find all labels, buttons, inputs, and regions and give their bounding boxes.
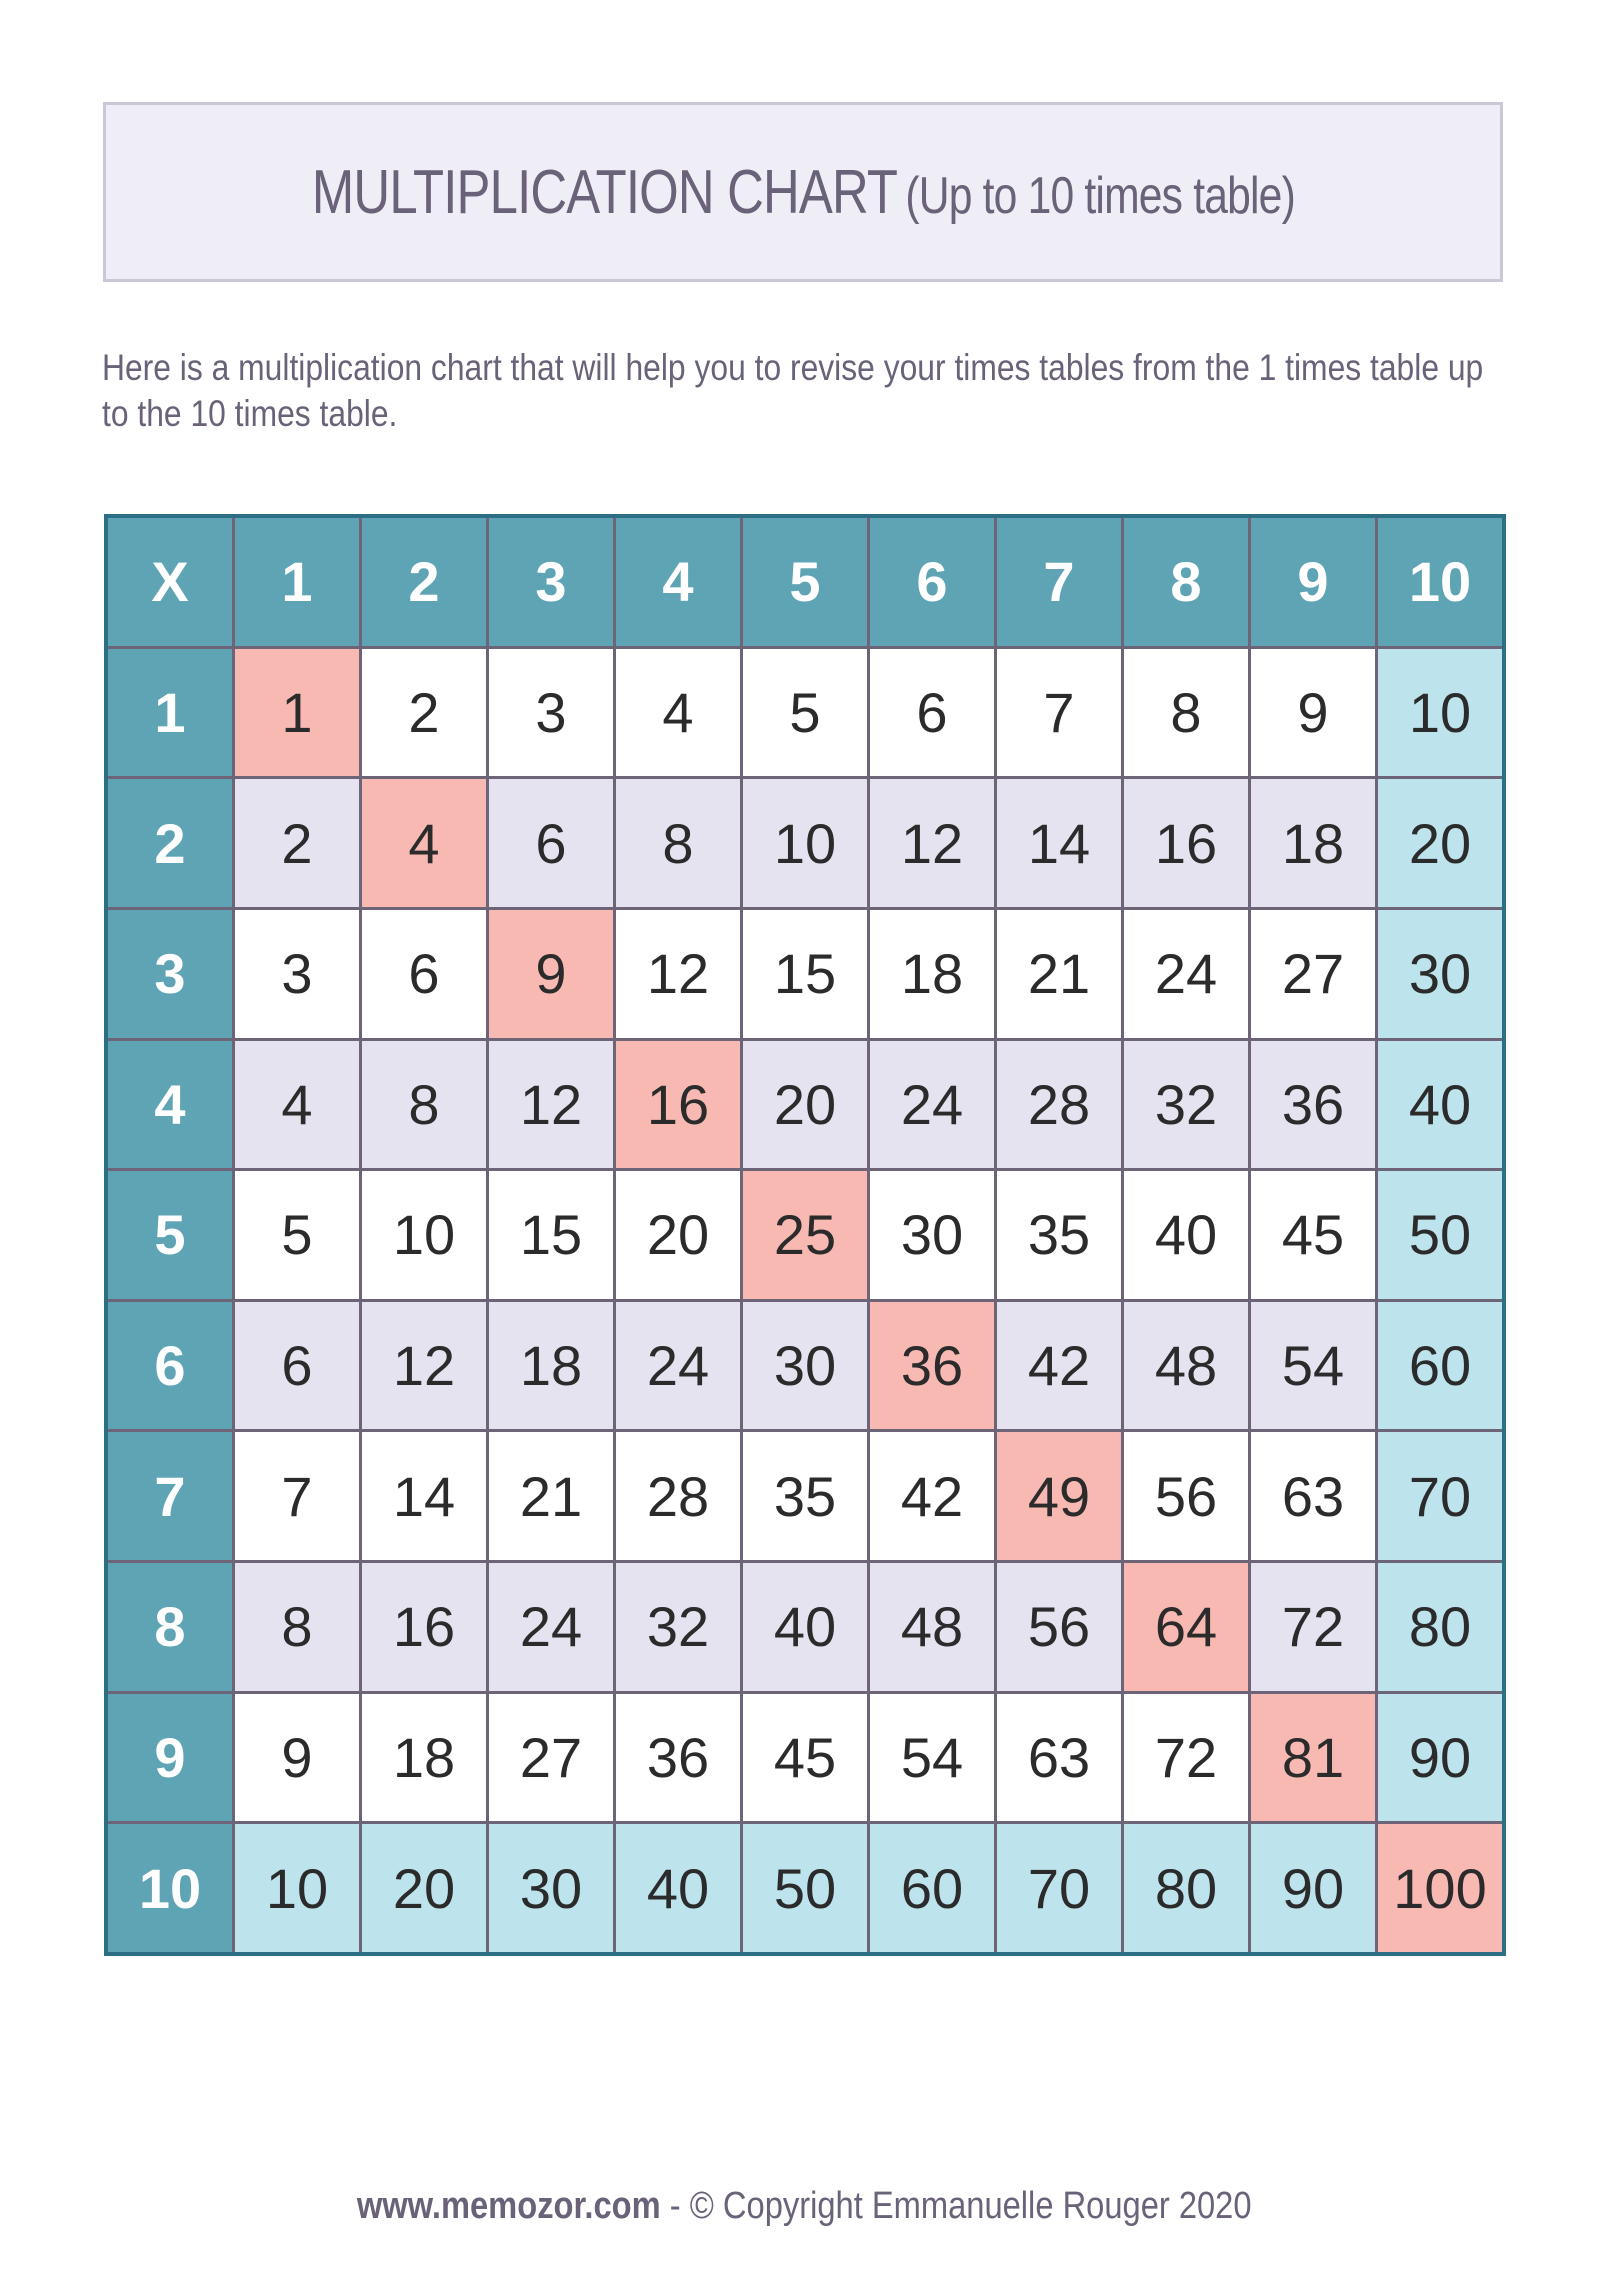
column-header: 4 [616,518,740,646]
table-cell: 80 [1378,1563,1502,1691]
intro-text: Here is a multiplication chart that will help you to revise your times tables from the 1 times table up to the 10 times table. [102,347,1484,434]
table-cell: 10 [1378,649,1502,777]
table-cell: 15 [743,910,867,1038]
table-cell: 28 [616,1432,740,1560]
table-cell: 16 [1124,779,1248,907]
row-header: 3 [108,910,232,1038]
table-cell: 49 [997,1432,1121,1560]
table-cell: 7 [235,1432,359,1560]
table-cell: 28 [997,1041,1121,1169]
table-cell: 21 [489,1432,613,1560]
row-header: 2 [108,779,232,907]
table-cell: 8 [235,1563,359,1691]
table-cell: 20 [616,1171,740,1299]
table-cell: 56 [1124,1432,1248,1560]
table-cell: 36 [870,1302,994,1430]
table-cell: 48 [870,1563,994,1691]
table-cell: 8 [1124,649,1248,777]
table-cell: 10 [743,779,867,907]
table-cell: 50 [743,1824,867,1952]
table-cell: 9 [235,1694,359,1822]
footer-copyright: © Copyright Emmanuelle Rouger 2020 [689,2185,1252,2227]
column-header: 1 [235,518,359,646]
table-cell: 27 [489,1694,613,1822]
table-cell: 12 [616,910,740,1038]
table-cell: 24 [870,1041,994,1169]
table-cell: 72 [1251,1563,1375,1691]
column-header: 10 [1378,518,1502,646]
title-subtitle: (Up to 10 times table) [904,166,1295,225]
table-cell: 4 [235,1041,359,1169]
table-cell: 4 [362,779,486,907]
column-header: 3 [489,518,613,646]
table-cell: 100 [1378,1824,1502,1952]
table-cell: 30 [870,1171,994,1299]
table-cell: 8 [616,779,740,907]
row-header: 7 [108,1432,232,1560]
table-cell: 40 [1378,1041,1502,1169]
table-cell: 48 [1124,1302,1248,1430]
table-cell: 7 [997,649,1121,777]
table-cell: 18 [870,910,994,1038]
footer [0,2185,1608,2228]
table-cell: 20 [362,1824,486,1952]
table-cell: 16 [362,1563,486,1691]
table-cell: 40 [616,1824,740,1952]
table-cell: 54 [870,1694,994,1822]
column-header: 2 [362,518,486,646]
table-cell: 14 [362,1432,486,1560]
page-title [311,157,1294,228]
table-cell: 32 [616,1563,740,1691]
table-cell: 4 [616,649,740,777]
table-cell: 12 [362,1302,486,1430]
table-cell: 15 [489,1171,613,1299]
table-cell: 80 [1124,1824,1248,1952]
table-cell: 10 [362,1171,486,1299]
column-header: 7 [997,518,1121,646]
title-box [103,102,1503,282]
multiplication-table [104,514,1506,1956]
table-cell: 36 [616,1694,740,1822]
table-cell: 45 [743,1694,867,1822]
table-cell: 35 [997,1171,1121,1299]
table-cell: 63 [997,1694,1121,1822]
table-cell: 40 [743,1563,867,1691]
table-cell: 64 [1124,1563,1248,1691]
table-cell: 8 [362,1041,486,1169]
table-cell: 3 [489,649,613,777]
column-header: 6 [870,518,994,646]
table-cell: 36 [1251,1041,1375,1169]
table-cell: 6 [362,910,486,1038]
row-header: 4 [108,1041,232,1169]
table-cell: 24 [489,1563,613,1691]
row-header: 6 [108,1302,232,1430]
table-cell: 10 [235,1824,359,1952]
table-cell: 5 [743,649,867,777]
row-header: 5 [108,1171,232,1299]
row-header: 1 [108,649,232,777]
title-text: MULTIPLICATION CHART [311,157,897,227]
table-cell: 6 [489,779,613,907]
table-cell: 25 [743,1171,867,1299]
row-header: 8 [108,1563,232,1691]
table-cell: 2 [362,649,486,777]
table-cell: 72 [1124,1694,1248,1822]
footer-separator: - [660,2185,690,2227]
table-cell: 56 [997,1563,1121,1691]
table-cell: 9 [489,910,613,1038]
column-header: 5 [743,518,867,646]
table-cell: 24 [1124,910,1248,1038]
table-cell: 2 [235,779,359,907]
table-cell: 70 [997,1824,1121,1952]
table-cell: 60 [1378,1302,1502,1430]
table-cell: 21 [997,910,1121,1038]
table-cell: 30 [1378,910,1502,1038]
table-cell: 60 [870,1824,994,1952]
table-cell: 42 [997,1302,1121,1430]
table-cell: 14 [997,779,1121,907]
table-cell: 6 [870,649,994,777]
footer-site-link[interactable]: www.memozor.com [356,2185,661,2227]
table-cell: 24 [616,1302,740,1430]
table-cell: 20 [1378,779,1502,907]
table-cell: 12 [489,1041,613,1169]
corner-label: X [108,518,232,646]
table-cell: 45 [1251,1171,1375,1299]
table-cell: 30 [489,1824,613,1952]
table-cell: 35 [743,1432,867,1560]
table-cell: 54 [1251,1302,1375,1430]
table-cell: 18 [362,1694,486,1822]
table-cell: 70 [1378,1432,1502,1560]
table-cell: 12 [870,779,994,907]
table-cell: 5 [235,1171,359,1299]
column-header: 9 [1251,518,1375,646]
row-header: 10 [108,1824,232,1952]
table-cell: 40 [1124,1171,1248,1299]
table-cell: 63 [1251,1432,1375,1560]
table-cell: 42 [870,1432,994,1560]
table-cell: 32 [1124,1041,1248,1169]
table-cell: 18 [489,1302,613,1430]
table-cell: 30 [743,1302,867,1430]
row-header: 9 [108,1694,232,1822]
table-cell: 90 [1378,1694,1502,1822]
table-cell: 1 [235,649,359,777]
table-cell: 90 [1251,1824,1375,1952]
table-cell: 3 [235,910,359,1038]
column-header: 8 [1124,518,1248,646]
table-cell: 9 [1251,649,1375,777]
table-cell: 6 [235,1302,359,1430]
table-cell: 81 [1251,1694,1375,1822]
table-cell: 50 [1378,1171,1502,1299]
table-cell: 18 [1251,779,1375,907]
table-cell: 16 [616,1041,740,1169]
table-cell: 27 [1251,910,1375,1038]
table-cell: 20 [743,1041,867,1169]
